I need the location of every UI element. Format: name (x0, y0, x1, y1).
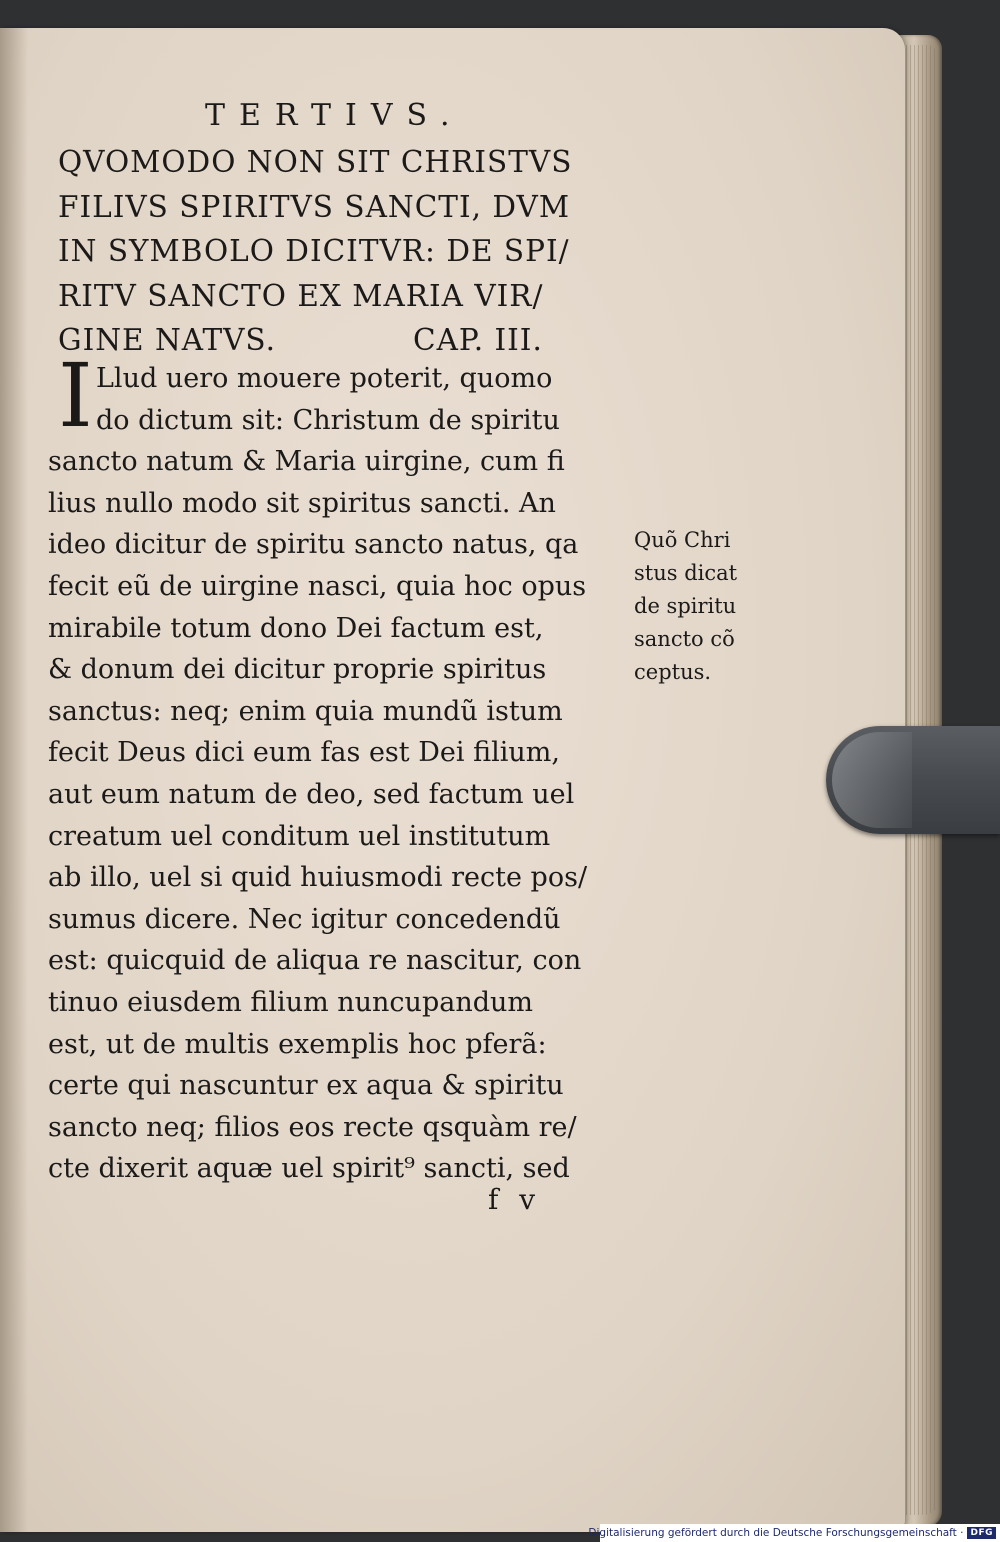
marginal-line: Quõ Chri (634, 528, 731, 552)
body-line: aut eum natum de deo, sed factum uel (48, 778, 575, 810)
body-line: & donum dei dicitur proprie spiritus (48, 654, 547, 686)
body-line: sumus dicere. Nec igitur concedendũ (48, 903, 561, 935)
heading-line: QVOMODO NON SIT CHRISTVS (58, 145, 573, 179)
body-line: ab illo, uel si quid huiusmodi recte pos/ (48, 862, 588, 894)
marginal-line: stus dicat (634, 561, 738, 585)
body-line: mirabile totum dono Dei factum est, (48, 612, 544, 644)
body-line: est: quicquid de aliqua re nascitur, con (48, 945, 582, 977)
heading-line: RITV SANCTO EX MARIA VIR/ (58, 278, 544, 313)
body-line: fecit Deus dici eum fas est Dei filium, (48, 737, 560, 769)
chapter-number: CAP. III. (413, 323, 543, 357)
body-line: Llud uero mouere poterit, quomo (96, 363, 553, 394)
body-line: est, ut de multis exemplis hoc pferã: (48, 1028, 547, 1060)
body-line: sancto neq; filios eos recte qsquàm re/ (48, 1111, 577, 1143)
chapter-heading (58, 140, 638, 363)
marginal-line: sancto cõ (634, 627, 735, 651)
heading-line: FILIVS SPIRITVS SANCTI, DVM (58, 189, 571, 224)
body-line: lius nullo modo sit spiritus sancti. An (48, 487, 556, 519)
body-line: certe qui nascuntur ex aqua & spiritu (48, 1070, 564, 1102)
dfg-logo: DFG (967, 1527, 996, 1539)
running-head: TERTIVS. (205, 98, 464, 133)
signature-mark: f v (488, 1183, 542, 1216)
body-line: cte dixerit aquæ uel spirit⁹ sancti, sed (48, 1153, 570, 1185)
body-text (48, 358, 638, 1190)
marginal-line: ceptus. (634, 660, 712, 684)
heading-last-text: GINE NATVS. (58, 323, 276, 357)
heading-line-last (58, 318, 638, 363)
heading-line: IN SYMBOLO DICITVR: DE SPI/ (58, 234, 570, 268)
page-gutter (0, 28, 28, 1532)
body-line: ideo dicitur de spiritu sancto natus, qa (48, 529, 579, 561)
drop-initial: I (58, 344, 93, 447)
digitization-credit-bar (588, 1524, 1000, 1542)
body-line: sancto natum & Maria uirgine, cum fi (48, 446, 565, 478)
body-line: creatum uel conditum uel institutum (48, 820, 551, 852)
marginal-line: de spiritu (634, 594, 737, 618)
body-line: fecit eũ de uirgine nasci, quia hoc opus (48, 570, 587, 602)
body-line: do dictum sit: Christum de spiritu (96, 404, 560, 436)
body-line: tinuo eiusdem filium nuncupandum (48, 986, 533, 1018)
marginal-note (634, 524, 794, 689)
digitization-credit: Digitalisierung gefördert durch die Deutsche Forschungsgemeinschaft · (588, 1527, 964, 1539)
body-line: sanctus: neq; enim quia mundũ istum (48, 695, 563, 727)
